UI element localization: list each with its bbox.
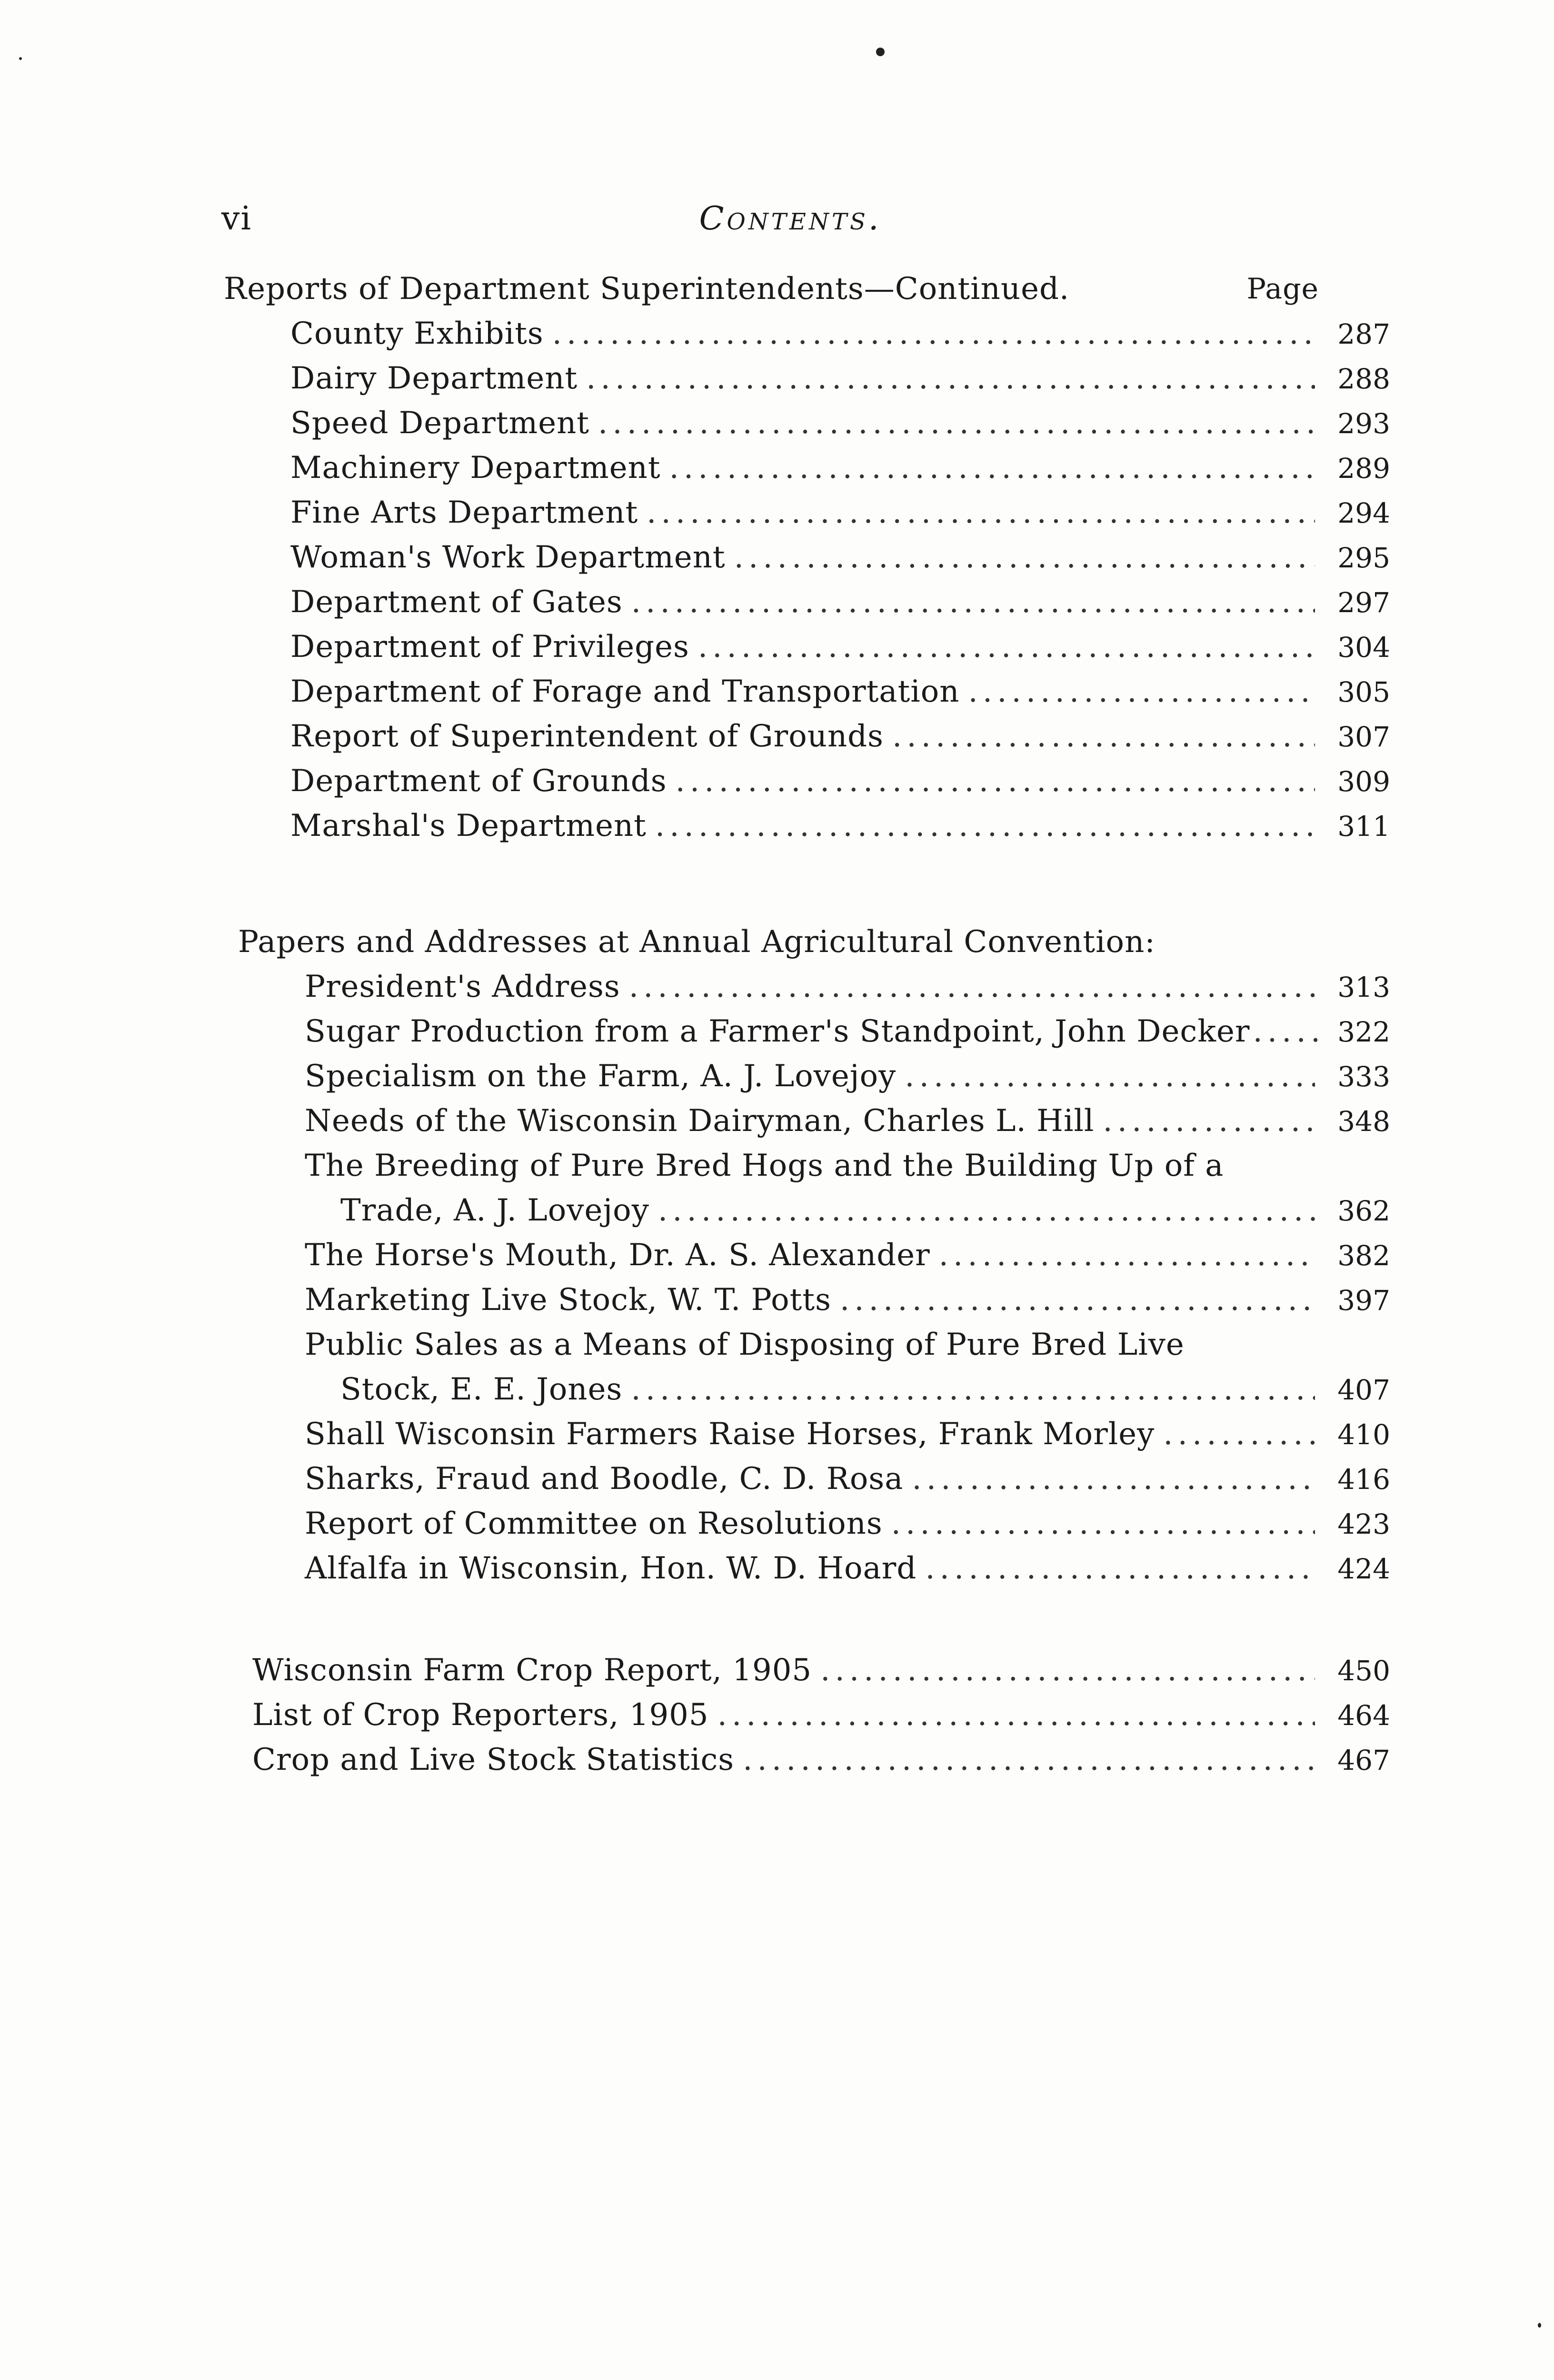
toc-entry[interactable] bbox=[238, 1367, 1395, 1412]
toc-entry[interactable] bbox=[224, 446, 1395, 490]
toc-entry-page: 333 bbox=[1337, 1061, 1390, 1093]
toc-entry[interactable] bbox=[238, 1278, 1395, 1322]
toc-entry[interactable] bbox=[252, 1648, 1395, 1693]
dot-leader bbox=[631, 1367, 1315, 1412]
toc-entry-page: 382 bbox=[1337, 1240, 1390, 1272]
toc-entry[interactable] bbox=[238, 1501, 1395, 1546]
toc-entry-page: 307 bbox=[1337, 721, 1390, 753]
dot-leader bbox=[631, 580, 1315, 625]
folio: vi bbox=[221, 200, 252, 238]
toc-entry-page: 467 bbox=[1337, 1744, 1390, 1776]
toc-entry-title: Alfalfa in Wisconsin, Hon. W. D. Hoard bbox=[305, 1551, 917, 1586]
dot-leader bbox=[586, 356, 1315, 401]
toc-section-crop-reports bbox=[224, 1648, 1395, 1782]
toc-entry[interactable] bbox=[224, 669, 1395, 714]
toc-entry-continuation: Trade, A. J. Lovejoy bbox=[340, 1193, 649, 1228]
toc-entry[interactable] bbox=[224, 580, 1395, 625]
toc-entry-title: Report of Superintendent of Grounds bbox=[290, 719, 884, 754]
toc-entry-title: County Exhibits bbox=[290, 316, 544, 351]
toc-entry-page: 288 bbox=[1337, 363, 1390, 395]
toc-entry[interactable] bbox=[252, 1693, 1395, 1737]
toc-entry[interactable] bbox=[238, 1412, 1395, 1457]
dot-leader bbox=[820, 1648, 1315, 1693]
toc-entry-page: 410 bbox=[1337, 1418, 1390, 1451]
running-head bbox=[221, 200, 1359, 252]
dot-leader bbox=[743, 1737, 1315, 1782]
toc-entry-page: 311 bbox=[1337, 810, 1390, 843]
dot-leader bbox=[734, 535, 1315, 580]
toc-entry-page: 424 bbox=[1337, 1553, 1390, 1585]
toc-entry-title: Marketing Live Stock, W. T. Potts bbox=[305, 1282, 831, 1318]
section-heading bbox=[224, 267, 1395, 311]
toc-entry[interactable] bbox=[224, 714, 1395, 759]
toc-entry[interactable] bbox=[238, 1009, 1395, 1054]
dot-leader bbox=[698, 625, 1315, 669]
toc-entry-page: 450 bbox=[1337, 1655, 1390, 1687]
dot-leader bbox=[1253, 1009, 1321, 1054]
dot-leader bbox=[925, 1546, 1315, 1591]
dot-leader bbox=[717, 1693, 1315, 1737]
page-column-label: Page bbox=[1246, 272, 1319, 306]
section-heading-text: Reports of Department Superintendents—Continued. bbox=[224, 271, 1070, 307]
toc-entry[interactable] bbox=[224, 625, 1395, 669]
scan-speck bbox=[19, 57, 22, 60]
dot-leader bbox=[669, 446, 1315, 490]
toc-entry-page: 294 bbox=[1337, 497, 1390, 529]
toc-entry-page: 304 bbox=[1337, 631, 1390, 664]
toc-entry-continuation: Stock, E. E. Jones bbox=[340, 1372, 623, 1407]
section-gap bbox=[224, 1591, 1395, 1648]
toc-entry-page: 416 bbox=[1337, 1463, 1390, 1496]
toc-entry-title: Public Sales as a Means of Disposing of Pure Bred Live bbox=[305, 1327, 1185, 1362]
toc-entry[interactable] bbox=[224, 759, 1395, 803]
toc-entry[interactable] bbox=[238, 1546, 1395, 1591]
section-gap bbox=[224, 848, 1395, 920]
dot-leader bbox=[647, 490, 1315, 535]
dot-leader bbox=[658, 1188, 1315, 1233]
toc-entry[interactable] bbox=[252, 1737, 1395, 1782]
dot-leader bbox=[552, 311, 1315, 356]
toc-entry-title: Wisconsin Farm Crop Report, 1905 bbox=[252, 1653, 812, 1688]
toc-entry-page: 297 bbox=[1337, 586, 1390, 619]
toc-entry-page: 287 bbox=[1337, 318, 1390, 350]
toc-entry-title: Department of Forage and Transportation bbox=[290, 674, 960, 709]
dot-leader bbox=[968, 669, 1315, 714]
toc-entry-first-line[interactable] bbox=[238, 1322, 1395, 1367]
toc-entry-title: Dairy Department bbox=[290, 361, 578, 396]
toc-entry-title: Sugar Production from a Farmer's Standpoint, John Decker bbox=[305, 1014, 1250, 1049]
toc-entry[interactable] bbox=[238, 1054, 1395, 1099]
toc-entry[interactable] bbox=[238, 964, 1395, 1009]
toc-entry-title: Machinery Department bbox=[290, 450, 661, 486]
toc-entry-page: 362 bbox=[1337, 1195, 1390, 1227]
toc-entry-page: 313 bbox=[1337, 971, 1390, 1003]
dot-leader bbox=[905, 1054, 1315, 1099]
toc-entry[interactable] bbox=[224, 490, 1395, 535]
dot-leader bbox=[1103, 1099, 1315, 1143]
toc-entry-title: Speed Department bbox=[290, 406, 589, 441]
toc-entry-title: Specialism on the Farm, A. J. Lovejoy bbox=[305, 1059, 897, 1094]
toc-entry-page: 464 bbox=[1337, 1699, 1390, 1732]
toc-entry-title: Woman's Work Department bbox=[290, 540, 726, 575]
toc-entry-page: 293 bbox=[1337, 407, 1390, 440]
section-heading-text: Papers and Addresses at Annual Agricultural Convention: bbox=[238, 924, 1156, 960]
dot-leader bbox=[629, 964, 1315, 1009]
toc-entry-title: Marshal's Department bbox=[290, 808, 647, 843]
toc-entry[interactable] bbox=[224, 356, 1395, 401]
scan-speck bbox=[1538, 2323, 1541, 2328]
toc-section-department-reports bbox=[224, 267, 1395, 848]
toc-entry[interactable] bbox=[224, 401, 1395, 446]
toc-entry-page: 407 bbox=[1337, 1374, 1390, 1406]
scan-speck bbox=[876, 48, 885, 56]
toc-entry[interactable] bbox=[224, 535, 1395, 580]
dot-leader bbox=[912, 1457, 1315, 1501]
toc-entry-page: 348 bbox=[1337, 1105, 1390, 1138]
dot-leader bbox=[1163, 1412, 1315, 1457]
toc-entry[interactable] bbox=[238, 1233, 1395, 1278]
toc-entry-title: Needs of the Wisconsin Dairyman, Charles L. Hill bbox=[305, 1103, 1095, 1139]
dot-leader bbox=[891, 1501, 1315, 1546]
toc-entry-title: Shall Wisconsin Farmers Raise Horses, Frank Morley bbox=[305, 1417, 1155, 1452]
toc-entry-title: Fine Arts Department bbox=[290, 495, 638, 530]
toc-entry-title: Crop and Live Stock Statistics bbox=[252, 1742, 735, 1777]
toc-entry-title: Department of Gates bbox=[290, 585, 623, 620]
toc-entry-title: List of Crop Reporters, 1905 bbox=[252, 1697, 709, 1733]
toc-entry-title: The Horse's Mouth, Dr. A. S. Alexander bbox=[305, 1238, 930, 1273]
dot-leader bbox=[892, 714, 1315, 759]
toc-entry-page: 322 bbox=[1337, 1016, 1390, 1048]
dot-leader bbox=[840, 1278, 1315, 1322]
toc-entry[interactable] bbox=[238, 1188, 1395, 1233]
toc-entry-page: 305 bbox=[1337, 676, 1390, 708]
dot-leader bbox=[598, 401, 1315, 446]
toc-entry[interactable] bbox=[224, 803, 1395, 848]
dot-leader bbox=[939, 1233, 1315, 1278]
toc-entry-title: Department of Grounds bbox=[290, 764, 667, 799]
toc-entry-page: 295 bbox=[1337, 542, 1390, 574]
toc-entry-title: Department of Privileges bbox=[290, 629, 689, 664]
toc-entry-page: 289 bbox=[1337, 452, 1390, 485]
toc-entry-title: President's Address bbox=[305, 969, 620, 1004]
toc-entry-title: Sharks, Fraud and Boodle, C. D. Rosa bbox=[305, 1461, 904, 1497]
table-of-contents bbox=[224, 267, 1395, 1782]
toc-entry[interactable] bbox=[238, 1099, 1395, 1143]
page-title: Contents. bbox=[699, 200, 882, 238]
toc-section-papers-and-addresses bbox=[224, 920, 1395, 1591]
toc-entry-page: 423 bbox=[1337, 1508, 1390, 1540]
toc-entry-title: The Breeding of Pure Bred Hogs and the Building Up of a bbox=[305, 1148, 1224, 1183]
dot-leader bbox=[655, 803, 1315, 848]
toc-entry-page: 309 bbox=[1337, 765, 1390, 798]
toc-entry-title: Report of Committee on Resolutions bbox=[305, 1506, 883, 1541]
section-heading bbox=[238, 920, 1395, 964]
dot-leader bbox=[676, 759, 1315, 803]
toc-entry-first-line[interactable] bbox=[238, 1143, 1395, 1188]
toc-entry-page: 397 bbox=[1337, 1284, 1390, 1317]
toc-entry[interactable] bbox=[224, 311, 1395, 356]
toc-entry[interactable] bbox=[238, 1457, 1395, 1501]
